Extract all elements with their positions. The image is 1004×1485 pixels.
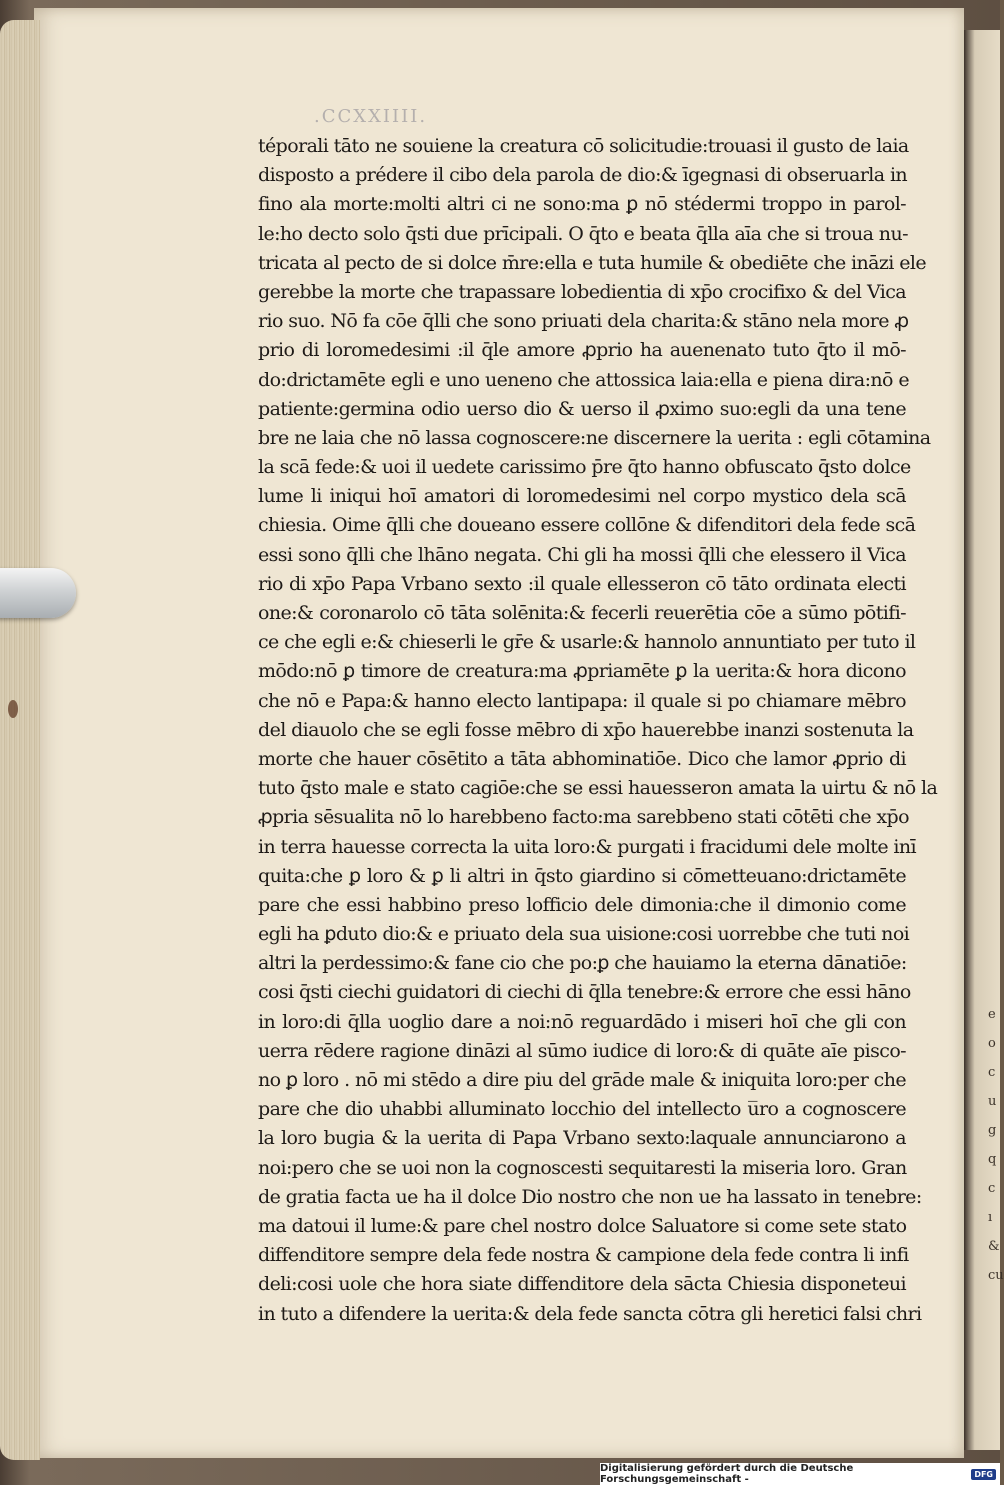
facing-page-glyph: o: [988, 1036, 996, 1051]
facing-page-glyph: c: [988, 1181, 996, 1196]
digitization-credit: [600, 1463, 1000, 1485]
text-line: del diauolo che se egli fosse mēbro di xp̄o hauerebbe inanzi sostenuta la: [258, 718, 914, 741]
text-line: uerra rēdere ragione dināzi al sūmo iudice di loro:& di quāte aīe pisco-: [258, 1039, 906, 1062]
text-line: one:& coronarolo cō tāta solēnita:& fecerli reuerētia cōe a sūmo pōtifi-: [258, 602, 906, 624]
text-line: deli:cosi uole che hora siate diffenditore dela sācta Chiesia disponeteui: [258, 1273, 906, 1296]
text-line: patiente:germina odio uerso dio & uerso il ꝓximo suo:egli da una tene: [258, 397, 906, 420]
text-line: mōdo:nō ꝑ timore de creatura:ma ꝓpriamēte ꝑ la uerita:& hora dicono: [258, 660, 906, 683]
text-line: rio di xp̄o Papa Vrbano sexto :il quale ellesseron cō tāto ordinata electi: [258, 572, 906, 595]
text-line: tricata al pecto de si dolce m̄re:ella e tuta humile & obediēte che ināzi ele: [258, 251, 926, 274]
facing-page-glyph: ı: [988, 1210, 993, 1225]
text-line: in terra hauesse correcta la uita loro:& purgati i fracidumi dele molte inī: [258, 835, 917, 858]
text-line: de gratia facta ue ha il dolce Dio nostro che non ue ha lassato in tenebre:: [258, 1185, 922, 1208]
page-weight-clip: [0, 568, 76, 618]
text-line: morte che hauer cōsētito a tāta abhominatiōe. Dico che lamor ꝓprio di: [258, 747, 906, 770]
text-line: bre ne laia che nō lassa cognoscere:ne discernere la uerita : egli cōtamina: [258, 426, 931, 449]
text-line: cosi q̄sti ciechi guidatori di ciechi di q̄lla tenebre:& errore che essi hāno: [258, 981, 911, 1004]
text-line: disposto a prédere il cibo dela parola de dio:& īgegnasi di obseruarla in: [258, 164, 908, 187]
page-edges: [0, 20, 40, 1460]
text-line: essi sono q̄lli che lhāno negata. Chi gli ha mossi q̄lli che elessero il Vica: [258, 543, 906, 566]
text-line: téporali tāto ne souiene la creatura cō solicitudie:trouasi il gusto de laia: [258, 135, 909, 157]
facing-page-glyph: &: [988, 1239, 1000, 1254]
text-line: tuto q̄sto male e stato cagiōe:che se essi hauesseron amata la uirtu & nō la: [258, 777, 938, 800]
text-line: pare che dio uhabbi alluminato locchio del intellecto u̅ro a cognoscere: [258, 1098, 906, 1121]
text-line: no ꝑ loro . nō mi stēdo a dire piu del grāde male & iniquita loro:per che: [258, 1069, 906, 1091]
text-line: ꝓpria sēsualita nō lo harebbeno facto:ma sarebbeno stati cōtēti che xp̄o: [258, 806, 909, 829]
text-line: le:ho decto solo q̄sti due prīcipali. O q̄to e beata q̄lla aīa che si troua nu-: [258, 222, 908, 245]
text-line: lume li iniqui hoī amatori di loromedesimi nel corpo mystico dela scā: [258, 485, 906, 508]
main-text-block: [258, 132, 938, 1329]
text-line: pare che essi habbino preso lofficio dele dimonia:che il dimonio come: [258, 893, 906, 916]
text-line: noi:pero che se uoi non la cognoscesti sequitaresti la miseria loro. Gran: [258, 1156, 907, 1179]
text-line: chiesia. Oime q̄lli che doueano essere collōne & difenditori dela fede scā: [258, 514, 916, 537]
text-line: la loro bugia & la uerita di Papa Vrbano sexto:laquale annunciarono a: [258, 1127, 906, 1150]
facing-page-glyph: u: [988, 1094, 997, 1109]
facing-page-glyph: e: [988, 1007, 996, 1022]
credit-text: Digitalisierung gefördert durch die Deutsche Forschungsgemeinschaft -: [600, 1463, 854, 1485]
facing-page-glyph: cu: [988, 1268, 1004, 1283]
dfg-logo: DFG: [971, 1469, 996, 1480]
text-line: ce che egli e:& chieserli le gr̄e & usarle:& hannolo annuntiato per tuto il: [258, 631, 916, 654]
text-line: in tuto a difendere la uerita:& dela fede sancta cōtra gli heretici falsi chri: [258, 1302, 922, 1325]
text-line: la scā fede:& uoi il uedete carissimo p̄re q̄to hanno obfuscato q̄sto dolce: [258, 456, 911, 479]
facing-page-glyph: g: [988, 1123, 997, 1138]
text-line: ma datoui il lume:& pare chel nostro dolce Saluatore si come sete stato: [258, 1214, 907, 1237]
folio-number: .CCXXIIII.: [314, 106, 428, 127]
text-line: in loro:di q̄lla uoglio dare a noi:nō reguardādo i miseri hoī che gli con: [258, 1010, 906, 1033]
facing-page-glyphs: [988, 1000, 1004, 1290]
facing-page-glyph: c: [988, 1065, 996, 1080]
text-line: do:drictamēte egli e uno ueneno che attossica laia:ella e piena dira:nō e: [258, 368, 909, 391]
text-line: quita:che ꝑ loro & ꝑ li altri in q̄sto giardino si cōmetteuano:drictamēte: [258, 864, 906, 887]
text-line: rio suo. Nō fa cōe q̄lli che sono priuati dela charita:& stāno nela more ꝓ: [258, 310, 909, 333]
text-line: gerebbe la morte che trapassare lobedientia di xp̄o crocifixo & del Vica: [258, 280, 906, 303]
text-line: diffenditore sempre dela fede nostra & campione dela fede contra li infi: [258, 1244, 909, 1267]
text-line: altri la perdessimo:& fane cio che po:ꝑ che hauiamo la eterna dānatiōe:: [258, 952, 907, 975]
ink-stain: [8, 700, 18, 718]
text-line: egli ha ꝑduto dio:& e priuato dela sua uisione:cosi uorrebbe che tuti noi: [258, 923, 910, 946]
text-line: che nō e Papa:& hanno electo lantipapa: il quale si po chiamare mēbro: [258, 689, 906, 712]
text-line: prio di loromedesimi :il q̄le amore ꝓprio ha auenenato tuto q̄to il mō-: [258, 339, 906, 362]
text-line: fino ala morte:molti altri ci ne sono:ma ꝑ nō stédermi troppo in parol-: [258, 193, 906, 216]
facing-page-glyph: q: [988, 1152, 997, 1167]
